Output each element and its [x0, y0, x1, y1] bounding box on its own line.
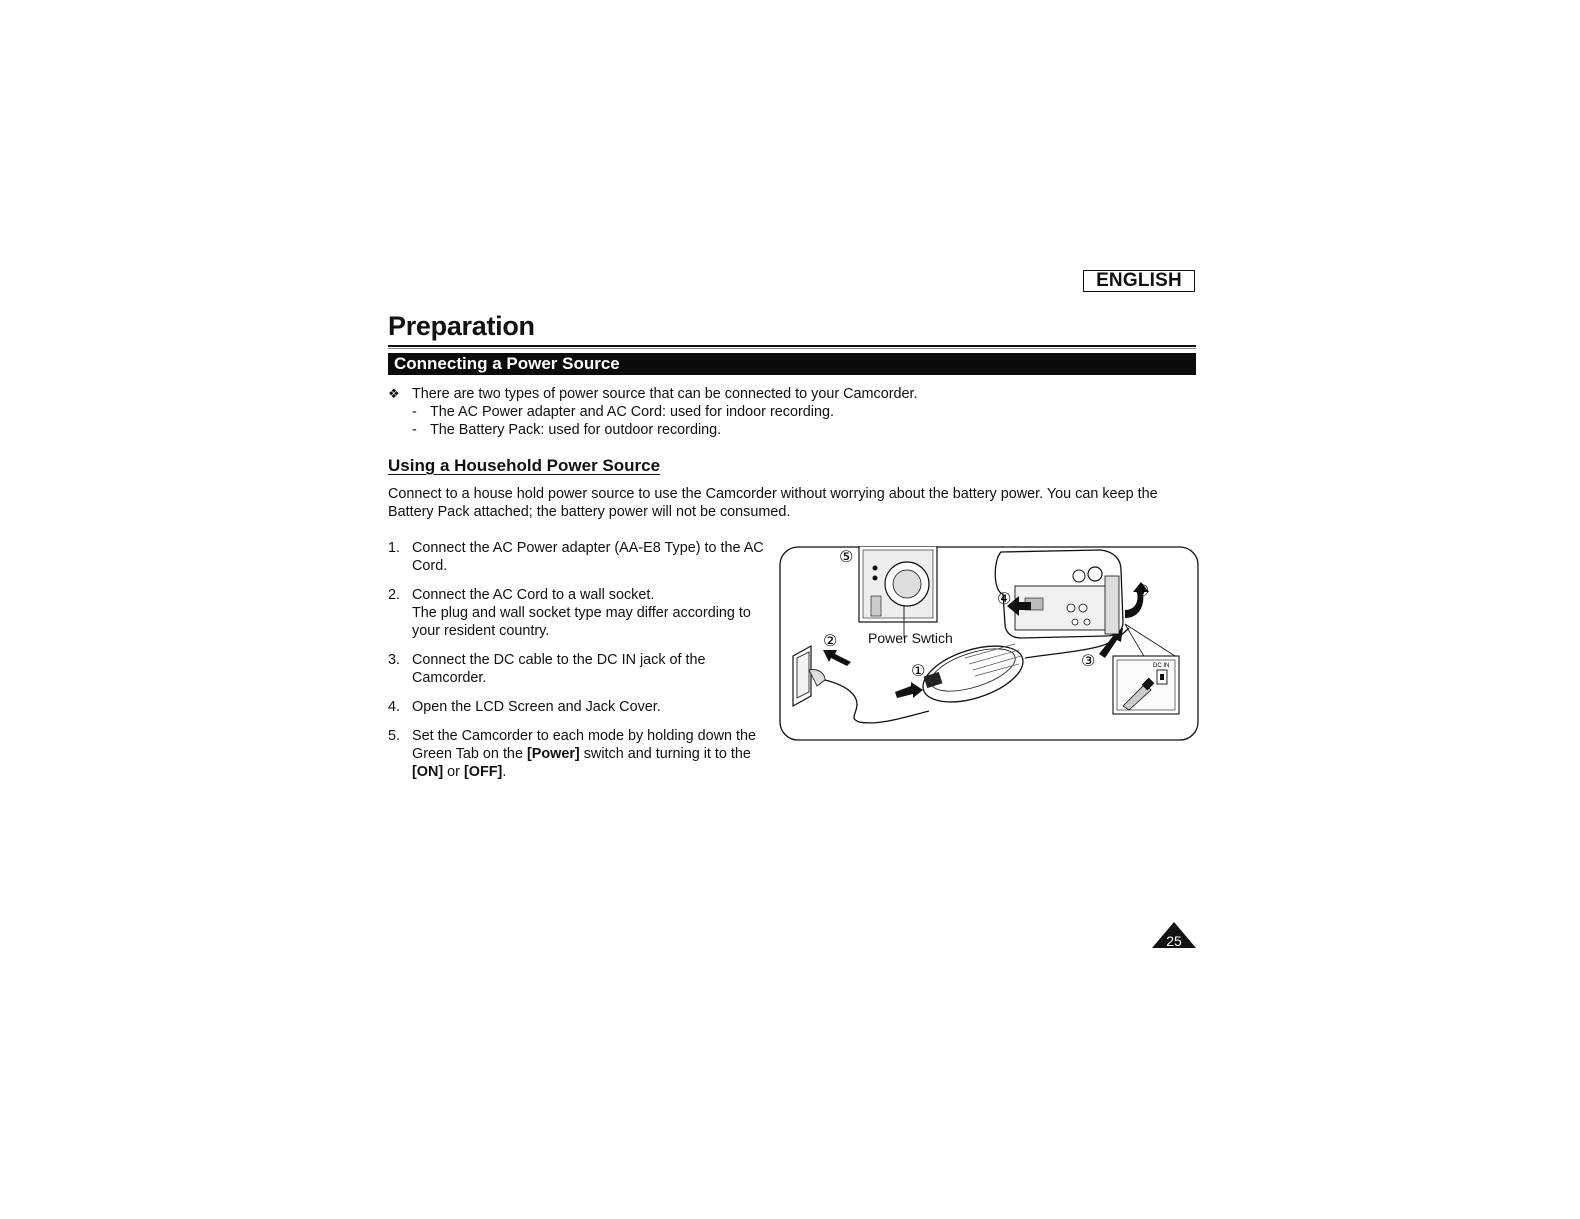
dc-in-label: DC IN: [1153, 663, 1170, 669]
connection-illustration: [779, 546, 1199, 741]
step-extra-text: The plug and wall socket type may differ according to your resident country.: [412, 605, 751, 639]
step-text: .: [502, 764, 507, 780]
step-number: 5.: [388, 728, 401, 744]
power-switch-term: [Power]: [526, 746, 580, 762]
marker-5: ⑤: [839, 547, 854, 566]
ac-adapter-icon: [916, 635, 1030, 713]
on-term: [ON]: [412, 764, 444, 780]
dash-bullet: -: [412, 422, 417, 438]
step-item: [388, 651, 773, 687]
step-text: Set the Camcorder to each mode by holding down the Green Tab on the: [412, 728, 756, 762]
step-number: 3.: [388, 652, 401, 668]
language-badge: ENGLISH: [1083, 270, 1195, 292]
step-text: Open the LCD Screen and Jack Cover.: [412, 699, 661, 715]
step-text: Connect the AC Cord to a wall socket.: [412, 587, 655, 603]
page-number-badge: [1150, 920, 1198, 952]
section-title: Connecting a Power Source: [394, 354, 620, 373]
step-number: 1.: [388, 540, 401, 556]
off-term: [OFF]: [463, 764, 503, 780]
step-item: [388, 539, 773, 575]
arrow-icon: [895, 682, 923, 698]
wall-socket-icon: [793, 646, 825, 706]
title-rule: [388, 345, 1196, 347]
dc-in-closeup: [1113, 624, 1179, 714]
power-switch-label: Power Swtich: [868, 630, 953, 646]
dash-bullet: -: [412, 404, 417, 420]
marker-3: ③: [1081, 651, 1096, 670]
title-rule-thin: [388, 348, 1196, 349]
intro-item-text: The Battery Pack: used for outdoor recording.: [430, 422, 722, 438]
intro-lead: [388, 385, 918, 403]
diamond-bullet-icon: ❖: [388, 386, 400, 401]
intro-item: [388, 421, 918, 439]
page-title: Preparation: [388, 311, 535, 341]
step-text: switch and turning it to the: [579, 746, 751, 762]
step-number: 2.: [388, 587, 401, 603]
marker-2: ②: [823, 631, 838, 650]
step-text: Connect the AC Power adapter (AA-E8 Type) to the AC Cord.: [412, 540, 764, 574]
subsection-heading: Using a Household Power Source: [388, 456, 661, 475]
section-header-bar: [388, 353, 1196, 375]
step-item: [388, 727, 773, 781]
step-body: [412, 586, 773, 640]
page-number: 25: [1166, 933, 1182, 949]
step-item: [388, 586, 773, 640]
step-number: 4.: [388, 699, 401, 715]
intro-item: [388, 403, 918, 421]
step-body: [412, 727, 773, 781]
power-switch-closeup: [859, 546, 937, 638]
household-paragraph: Connect to a house hold power source to use the Camcorder without worrying about the battery power. You can keep the Battery Pack attached; the battery power will not be consumed.: [388, 486, 1158, 520]
camcorder-icon: [995, 550, 1123, 638]
step-text: or: [443, 764, 464, 780]
step-item: [388, 698, 773, 716]
arrow-icon: [823, 650, 851, 666]
steps-list: [388, 539, 773, 792]
intro-block: [388, 385, 918, 439]
marker-1: ①: [911, 661, 926, 680]
intro-item-text: The AC Power adapter and AC Cord: used for indoor recording.: [430, 404, 834, 420]
marker-4-left: ④: [997, 589, 1012, 608]
intro-lead-text: There are two types of power source that can be connected to your Camcorder.: [412, 386, 918, 402]
connection-diagram: [779, 546, 1199, 741]
step-text: Connect the DC cable to the DC IN jack of the Camcorder.: [412, 652, 706, 686]
marker-4-right: ④: [1135, 581, 1150, 600]
